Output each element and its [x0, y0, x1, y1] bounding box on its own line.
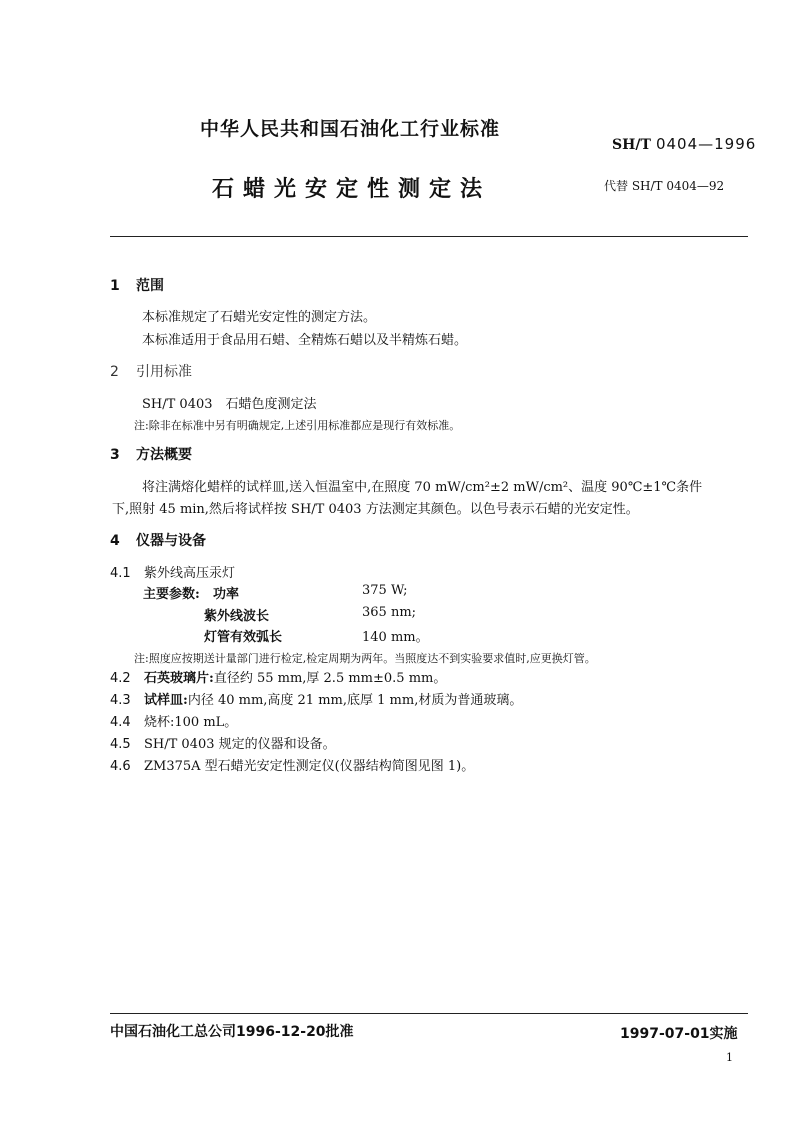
standard-code-prefix: SH/T: [612, 137, 651, 153]
param-value: 375 W;: [362, 583, 408, 598]
item-number: 4.4: [110, 715, 131, 730]
param-name: 功率: [213, 587, 240, 602]
param-name: 灯管有效弧长: [204, 630, 283, 645]
doc-title: 石蜡光安定性测定法: [212, 177, 492, 202]
header-divider: [110, 236, 748, 237]
scope-paragraph-1: 本标准规定了石蜡光安定性的测定方法。: [142, 310, 377, 325]
item-4-5: [110, 733, 336, 752]
item-text: SH/T 0403 规定的仪器和设备。: [144, 737, 336, 752]
item-text: 烧杯:100 mL。: [144, 715, 238, 730]
method-summary-line-2: 下,照射 45 min,然后将试样按 SH/T 0403 方法测定其颜色。以色号表示石蜡的光安定性。: [112, 502, 639, 517]
section-title: 仪器与设备: [136, 533, 206, 549]
section-3-heading: [110, 444, 192, 464]
section-number: 4: [110, 533, 120, 549]
page-number: 1: [726, 1051, 733, 1064]
param-value: 140 mm。: [362, 630, 429, 645]
section-title: 方法概要: [136, 447, 192, 463]
scope-paragraph-2: 本标准适用于食品用石蜡、全精炼石蜡以及半精炼石蜡。: [142, 333, 468, 348]
section-2-heading: [110, 361, 192, 381]
item-4-6: [110, 755, 474, 774]
lamp-note: 注:照度应按期送计量部门进行检定,检定周期为两年。当照度达不到实验要求值时,应更换灯管。: [134, 652, 596, 665]
item-4-2: [110, 667, 446, 686]
reference-standard: SH/T 0403 石蜡色度测定法: [142, 397, 317, 412]
param-name: 紫外线波长: [204, 609, 270, 624]
item-4-4: [110, 711, 237, 730]
footer-divider: [110, 1013, 748, 1014]
item-number: 4.2: [110, 671, 131, 686]
params-lead: 主要参数:: [143, 587, 200, 602]
item-4-3: [110, 689, 522, 708]
section-title: 引用标准: [136, 364, 192, 380]
method-summary-line-1: 将注满熔化蜡样的试样皿,送入恒温室中,在照度 70 mW/cm²±2 mW/cm²、温度 90℃±1℃条件: [142, 480, 703, 495]
standard-code-number: 0404—1996: [655, 135, 757, 153]
item-text: 紫外线高压汞灯: [144, 566, 236, 581]
item-text: 内径 40 mm,高度 21 mm,底厚 1 mm,材质为普通玻璃。: [187, 693, 523, 708]
item-number: 4.3: [110, 693, 131, 708]
standard-code: [612, 134, 756, 153]
param-value: 365 nm;: [362, 605, 417, 620]
section-number: 2: [110, 364, 119, 380]
effective-date: 1997-07-01实施: [620, 1026, 738, 1042]
item-number: 4.1: [110, 566, 131, 581]
item-text: ZM375A 型石蜡光安定性测定仪(仪器结构简图见图 1)。: [144, 759, 475, 774]
section-title: 范围: [136, 278, 164, 294]
section-number: 1: [110, 278, 120, 294]
reference-note: 注:除非在标准中另有明确规定,上述引用标准都应是现行有效标准。: [134, 419, 461, 432]
approval-line: 中国石油化工总公司1996-12-20批准: [110, 1024, 354, 1040]
section-1-heading: [110, 275, 164, 295]
item-number: 4.6: [110, 759, 131, 774]
item-4-1: [110, 562, 235, 581]
item-label: 试样皿:: [144, 693, 188, 708]
item-text: 直径约 55 mm,厚 2.5 mm±0.5 mm。: [213, 671, 447, 686]
item-label: 石英玻璃片:: [144, 671, 214, 686]
section-number: 3: [110, 447, 120, 463]
item-number: 4.5: [110, 737, 131, 752]
org-title: 中华人民共和国石油化工行业标准: [200, 118, 501, 140]
replaces-note: 代替 SH/T 0404—92: [604, 179, 725, 193]
section-4-heading: [110, 530, 206, 550]
